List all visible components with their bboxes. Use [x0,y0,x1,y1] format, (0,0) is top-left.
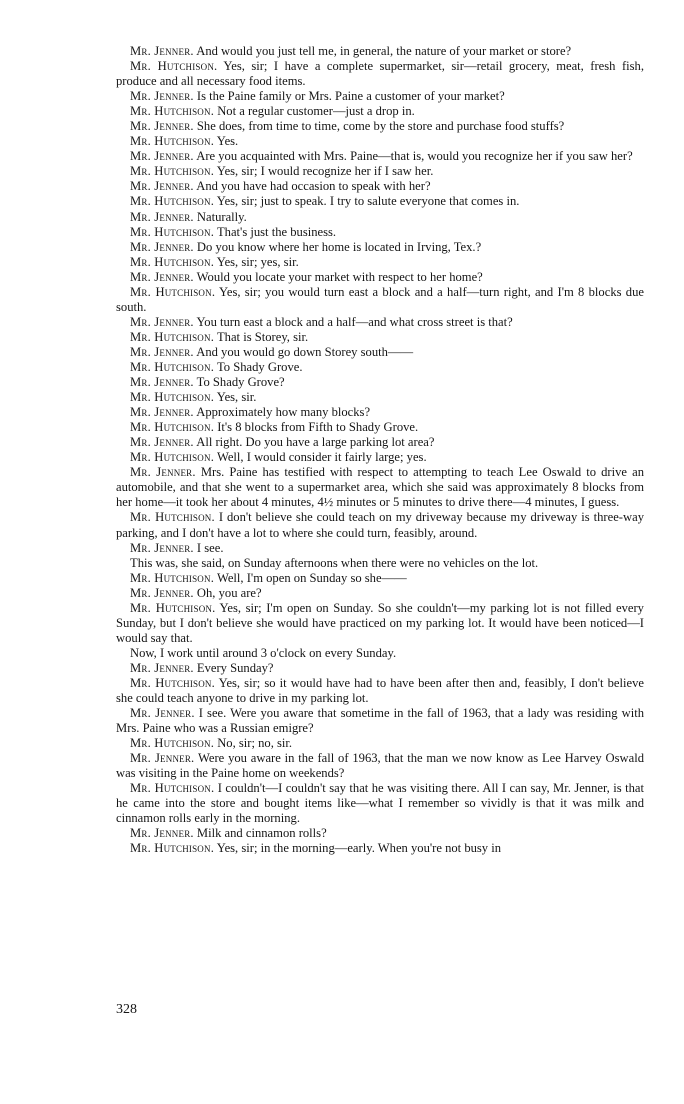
speech-text: She does, from time to time, come by the store and purchase food stuffs? [196,119,565,134]
speaker-name: Mr. Jenner. [130,660,194,675]
testimony-paragraph [116,59,644,89]
testimony-paragraph [116,89,644,104]
speaker-name: Mr. Hutchison. [130,329,215,344]
speaker-name: Mr. Jenner. [130,435,194,450]
speech-text: Yes, sir. [216,390,257,405]
speech-text: To Shady Grove? [196,375,285,390]
testimony-paragraph [116,315,644,330]
testimony-paragraph [116,104,644,119]
testimony-paragraph [116,781,644,826]
speaker-name: Mr. Jenner. [130,179,194,194]
speaker-name: Mr. Hutchison. [130,736,215,751]
speech-text: And you have had occasion to speak with her? [196,179,431,194]
testimony-paragraph [116,420,644,435]
speaker-name: Mr. Jenner. [130,344,194,359]
speaker-name: Mr. Jenner. [130,209,194,224]
testimony-paragraph [116,164,644,179]
testimony-paragraph [116,736,644,751]
page-number: 328 [116,1002,137,1017]
speaker-name: Mr. Jenner. [130,119,194,134]
speaker-name: Mr. Jenner. [130,149,194,164]
speech-text: Well, I would consider it fairly large; yes. [216,450,427,465]
testimony-paragraph [116,285,644,315]
testimony-paragraph [116,646,644,661]
speaker-name: Mr. Hutchison. [130,841,215,856]
testimony-paragraph [116,134,644,149]
testimony-paragraph [116,179,644,194]
testimony-paragraph [116,194,644,209]
speaker-name: Mr. Hutchison. [130,390,215,405]
testimony-paragraph [116,360,644,375]
speaker-name: Mr. Jenner. [130,540,194,555]
testimony-paragraph [116,661,644,676]
speech-text: Yes, sir; I would recognize her if I saw her. [216,164,434,179]
testimony-paragraph [116,556,644,571]
speaker-name: Mr. Jenner. [130,751,195,766]
speaker-name: Mr. Hutchison. [130,359,215,374]
speech-text: Are you acquainted with Mrs. Paine—that is, would you recognize her if you saw her? [196,149,633,164]
testimony-paragraph [116,405,644,420]
speech-text: I see. Were you aware that sometime in the fall of 1963, that a lady was residing with Mrs. Paine who was a Russian emigre? [116,706,644,736]
testimony-paragraph [116,375,644,390]
speech-text: Were you aware in the fall of 1963, that the man we now know as Lee Harvey Oswald was visiting in the Paine home on weekends? [116,751,645,781]
testimony-paragraph [116,270,644,285]
speech-text: Yes, sir; just to speak. I try to salute everyone that comes in. [216,194,520,209]
testimony-paragraph [116,345,644,360]
speech-text: Milk and cinnamon rolls? [196,826,327,841]
speaker-name: Mr. Hutchison. [130,59,218,74]
speech-text: Would you locate your market with respect to her home? [196,269,483,284]
testimony-paragraph [116,510,644,540]
speech-text: And you would go down Storey south—— [196,344,414,359]
speaker-name: Mr. Hutchison. [130,450,215,465]
speaker-name: Mr. Hutchison. [130,194,215,209]
speech-text: Yes. [216,134,239,149]
speech-text: No, sir; no, sir. [217,736,293,751]
speaker-name: Mr. Jenner. [130,44,194,58]
speech-text: That's just the business. [216,224,337,239]
testimony-paragraph [116,841,644,856]
testimony-paragraph [116,601,644,646]
testimony-paragraph [116,751,644,781]
speech-text: Approximately how many blocks? [196,405,371,420]
speaker-name: Mr. Hutchison. [130,134,215,149]
speech-text: Yes, sir; so it would have had to have been after then and, feasibly, I don't believe she could teach anyone to drive in my parking lot. [116,675,644,706]
speech-text: Do you know where her home is located in Irving, Tex.? [196,239,482,254]
speech-text: Yes, sir; yes, sir. [216,254,299,269]
speech-text: It's 8 blocks from Fifth to Shady Grove. [217,420,419,435]
speech-text: Naturally. [196,209,247,224]
testimony-paragraph [116,706,644,736]
speaker-name: Mr. Hutchison. [130,164,215,179]
testimony-paragraph [116,390,644,405]
speech-text: And would you just tell me, in general, the nature of your market or store? [196,44,572,58]
speech-text: This was, she said, on Sunday afternoons when there were no vehicles on the lot. [130,555,539,570]
speech-text: Not a regular customer—just a drop in. [217,104,415,119]
speech-text: I don't believe she could teach on my driveway because my driveway is three-way parking, and I don't have a lot to where she could turn, feasibly, around. [116,510,644,540]
speech-text: To Shady Grove. [216,359,303,374]
speech-text: All right. Do you have a large parking lot area? [196,435,435,450]
speech-text: I see. [196,540,224,555]
testimony-paragraph [116,255,644,270]
speaker-name: Mr. Hutchison. [130,104,215,119]
speaker-name: Mr. Jenner. [130,405,194,420]
speaker-name: Mr. Jenner. [130,314,194,329]
speaker-name: Mr. Hutchison. [130,570,215,585]
speaker-name: Mr. Jenner. [130,269,194,284]
speech-text: Yes, sir; you would turn east a block and a half—turn right, and I'm 8 blocks due south. [116,284,644,314]
transcript-body [116,44,644,857]
speech-text: Yes, sir; in the morning—early. When you're not busy in [216,841,502,856]
speech-text: Is the Paine family or Mrs. Paine a customer of your market? [196,89,505,104]
testimony-paragraph [116,586,644,601]
speaker-name: Mr. Hutchison. [130,224,215,239]
speaker-name: Mr. Hutchison. [130,510,215,525]
speaker-name: Mr. Jenner. [130,585,194,600]
speech-text: I couldn't—I couldn't say that he was visiting there. All I can say, Mr. Jenner, is that he came into the store and bought items like—what I remember so vividly is that it was milk and cinnamon rolls early in the morning. [116,781,644,826]
speaker-name: Mr. Hutchison. [130,284,216,299]
speaker-name: Mr. Jenner. [130,239,194,254]
testimony-paragraph [116,541,644,556]
testimony-paragraph [116,44,644,59]
speaker-name: Mr. Hutchison. [130,675,215,690]
speech-text: Yes, sir; I'm open on Sunday. So she couldn't—my parking lot is not filled every Sunday, but I don't believe she would have practiced on my parking lot. It would have been noticed—I would say that. [116,600,644,645]
speaker-name: Mr. Jenner. [130,826,194,841]
testimony-paragraph [116,330,644,345]
speaker-name: Mr. Jenner. [130,706,195,721]
speaker-name: Mr. Hutchison. [130,420,215,435]
speech-text: Mrs. Paine has testified with respect to attempting to teach Lee Oswald to drive an automobile, and that she went to a supermarket area, which she said was approximately 8 blocks from her home—it took her about 4 minutes, 4½ minutes or 5 minutes to drive there—4 minutes, I guess. [116,465,644,510]
testimony-paragraph [116,826,644,841]
testimony-paragraph [116,676,644,706]
speaker-name: Mr. Jenner. [130,89,194,104]
speaker-name: Mr. Hutchison. [130,600,216,615]
speaker-name: Mr. Hutchison. [130,781,215,796]
testimony-paragraph [116,149,644,164]
speech-text: You turn east a block and a half—and what cross street is that? [196,314,513,329]
speech-text: Well, I'm open on Sunday so she—— [216,570,407,585]
speech-text: That is Storey, sir. [216,329,309,344]
testimony-paragraph [116,435,644,450]
speech-text: Oh, you are? [196,585,262,600]
testimony-paragraph [116,240,644,255]
testimony-paragraph [116,210,644,225]
testimony-paragraph [116,450,644,465]
testimony-paragraph [116,571,644,586]
testimony-paragraph [116,119,644,134]
speech-text: Every Sunday? [196,660,274,675]
speech-text: Now, I work until around 3 o'clock on every Sunday. [130,645,397,660]
speaker-name: Mr. Hutchison. [130,254,215,269]
testimony-paragraph [116,465,644,510]
speech-text: Yes, sir; I have a complete supermarket, sir—retail grocery, meat, fresh fish, produce and all necessary food items. [116,59,644,89]
testimony-paragraph [116,225,644,240]
speaker-name: Mr. Jenner. [130,375,194,390]
speaker-name: Mr. Jenner. [130,465,196,480]
